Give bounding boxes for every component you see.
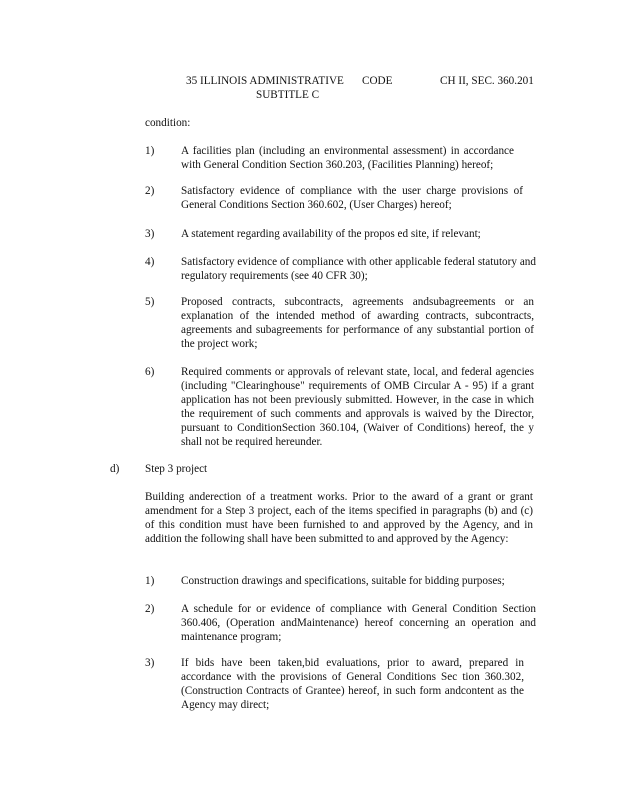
- list-number: 6): [145, 366, 155, 378]
- list-number: 1): [145, 145, 155, 157]
- header-code: CODE: [362, 75, 393, 87]
- header-subtitle: SUBTITLE C: [256, 89, 320, 101]
- list-number: 1): [145, 575, 155, 587]
- list-number: 3): [145, 228, 155, 240]
- lead-in-text: condition:: [145, 117, 191, 129]
- list-item: A schedule for or evidence of compliance with General Condition Section 360.406, (Operation andMaintenance) hereof concerning an operation and maintenance program;: [181, 603, 536, 643]
- list-item: Required comments or approvals of relevant state, local, and federal agencies (including "Clearinghouse" requirements of OMB Circular A - 95) if a grant application has not been previously submitted. However, in the case in which the requirement of such comments and approvals is waived by the Director, pursuant to ConditionSection 360.104, (Waiver of Conditions) hereof, the y shall not be required hereunder.: [181, 366, 534, 448]
- section-label: d): [110, 463, 120, 475]
- list-item: Construction drawings and specifications, suitable for bidding purposes;: [181, 575, 505, 587]
- list-item: Proposed contracts, subcontracts, agreements andsubagreements or an explanation of the intended method of awarding contracts, subcontracts, agreements and subagreements for performance of any substantial portion of the project work;: [181, 296, 534, 350]
- section-paragraph: Building anderection of a treatment works. Prior to the award of a grant or grant amendment for a Step 3 project, each of the items specified in paragraphs (b) and (c) of this condition must have been furnished to and approved by the Agency, and in addition the following shall have been submitted to and approved by the Agency:: [145, 491, 533, 545]
- list-number: 3): [145, 657, 155, 669]
- header-title: 35 ILLINOIS ADMINISTRATIVE: [186, 75, 344, 87]
- list-number: 2): [145, 603, 155, 615]
- section-heading: Step 3 project: [145, 463, 208, 475]
- page-header: [186, 74, 546, 101]
- list-item: Satisfactory evidence of compliance with other applicable federal statutory and regulatory requirements (see 40 CFR 30);: [181, 256, 536, 282]
- list-item: If bids have been taken,bid evaluations, prior to award, prepared in accordance with the provisions of General Conditions Sec tion 360.302, (Construction Contracts of Grantee) hereof, in such form andcontent as the Agency may direct;: [181, 657, 524, 711]
- list-number: 2): [145, 185, 155, 197]
- header-section: CH II, SEC. 360.201: [440, 75, 534, 87]
- list-item: A facilities plan (including an environmental assessment) in accordance with General Condition Section 360.203, (Facilities Planning) hereof;: [181, 145, 514, 171]
- list-number: 5): [145, 296, 155, 308]
- list-number: 4): [145, 256, 155, 268]
- list-item: Satisfactory evidence of compliance with the user charge provisions of General Conditions Section 360.602, (User Charges) hereof;: [181, 185, 523, 211]
- list-item: A statement regarding availability of the propos ed site, if relevant;: [181, 228, 481, 240]
